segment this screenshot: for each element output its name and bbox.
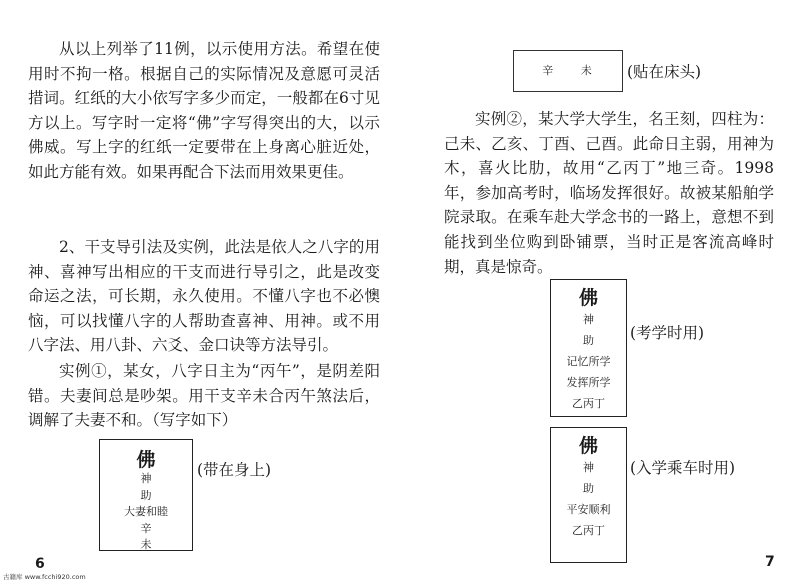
site-watermark: 古籍库 www.fcchi920.com — [3, 573, 86, 581]
charm-caption-travel: (入学乘车时用) — [630, 459, 736, 477]
charm-line: 助 — [583, 334, 594, 347]
charm-line: 大妻和睦 — [124, 505, 168, 518]
charm-line: 助 — [583, 482, 594, 495]
charm-line: 平安顺利 — [566, 503, 611, 516]
charm-line: 神 — [583, 461, 594, 474]
charm-line: 发挥所学 — [566, 376, 611, 389]
charm-line: 乙丙丁 — [572, 524, 605, 537]
page-number-left: 6 — [35, 556, 45, 572]
charm-caption-exam: (考学时用) — [630, 324, 705, 342]
stem-caption-bed: (贴在床头) — [627, 63, 702, 81]
stem-box — [513, 50, 623, 92]
left-paragraph-2: 2、干支导引法及实例，此法是依人之八字的用神、喜神写出相应的干支而进行导引之，此是改变命运之法，可长期，永久使用。不懂八字也不必懊恼，可以找懂八字的人帮助查喜神、用神。或不用八字法、用八卦、六爻、金口诀等方法导引。 — [28, 238, 380, 355]
right-paragraph-1: 实例②，某大学大学生，名王刻，四柱为：己未、乙亥、丁酉、己酉。此命日主弱，用神为木，喜火比肋，故用“乙丙丁”地三奇。1998年，参加高考时，临场发挥很好。故被某船舶学院录取。在乘车赴大学念书的一路上，意想不到能找到坐位购到卧铺票，当时正是客流高峰时期，真是惊奇。 — [444, 110, 774, 276]
right-page — [400, 0, 793, 586]
charm-line: 神 — [583, 313, 594, 326]
left-paragraph-3: 实例①，某女，八字日主为“丙午”，是阴差阳错。夫妻间总是吵架。用干支辛未合丙午煞法后，调解了夫妻不和。（写字如下） — [28, 362, 380, 430]
charm-title: 佛 — [136, 449, 156, 471]
charm-box-harmony — [99, 439, 193, 551]
charm-title: 佛 — [578, 435, 598, 457]
charm-title: 佛 — [578, 287, 598, 309]
charm-line: 神 — [140, 472, 152, 485]
charm-line: 辛 — [140, 521, 152, 535]
charm-box-exam — [550, 279, 627, 417]
charm-box-travel — [550, 427, 627, 563]
charm-caption-carry: (带在身上) — [197, 461, 272, 479]
charm-line: 未 — [140, 538, 152, 551]
charm-line: 助 — [140, 488, 152, 502]
charm-line: 乙丙丁 — [572, 397, 605, 410]
charm-line: 记忆所学 — [566, 355, 611, 368]
stem-char: 未 — [580, 64, 594, 77]
page-number-right: 7 — [765, 554, 775, 570]
stem-char: 辛 — [542, 64, 556, 77]
left-paragraph-1: 从以上列举了11例，以示使用方法。希望在使用时不拘一格。根据自己的实际情况及意愿可灵活措词。红纸的大小依写字多少而定，一般都在6寸见方以上。写字时一定将“佛”字写得突出的大，以示佛威。写上字的红纸一定要带在上身离心脏近处，如此方能有效。如果再配合下法而用效果更佳。 — [28, 40, 380, 181]
